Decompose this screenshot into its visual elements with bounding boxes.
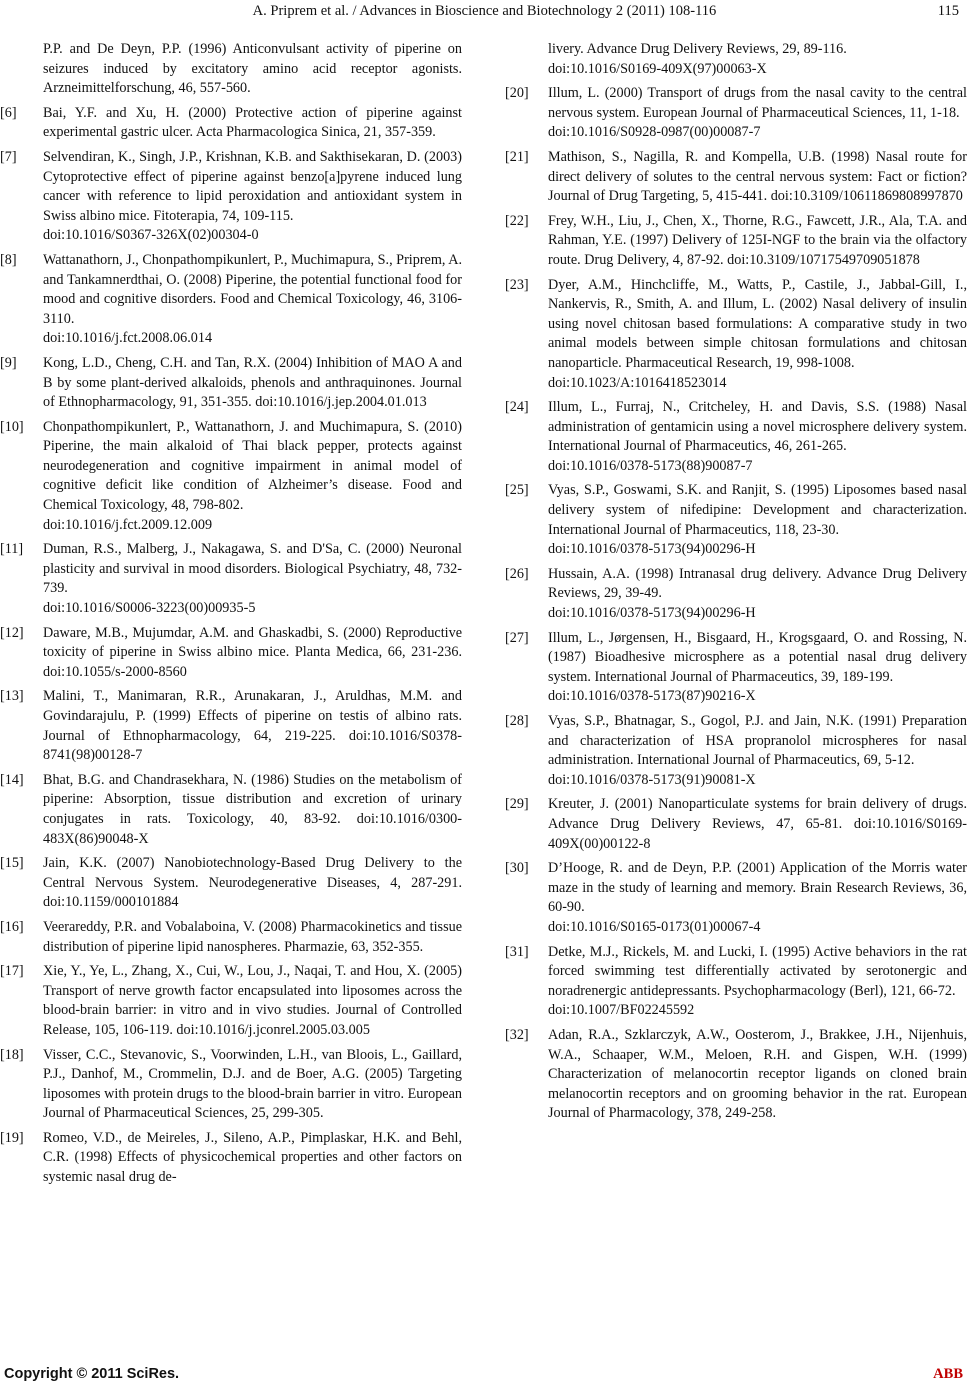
reference-number: [10] xyxy=(0,418,24,435)
reference-text: Visser, C.C., Stevanovic, S., Voorwinden, L.H., van Bloois, L., Gaillard, P.J., Danhof, M., Crommelin, D.J. and de Boer, A.G. (2005) Targeting liposomes with protein drugs to the blood-brain barrier in vitro. European Journal of Pharmaceutical Sciences, 25, 299-305. xyxy=(43,1046,462,1122)
reference-entry xyxy=(0,540,462,618)
reference-entry xyxy=(0,1046,462,1124)
reference-number: [13] xyxy=(0,688,24,705)
reference-entry xyxy=(0,104,462,143)
reference-text: Selvendiran, K., Singh, J.P., Krishnan, K.B. and Sakthisekaran, D. (2003) Cytoprotective effect of piperine against benzo[a]pyrene induced lung cancer with reference to lipid peroxidation and antioxidant system in Swiss albino mice. Fitoterapia, 74, 109-115. xyxy=(43,148,462,224)
reference-entry xyxy=(0,148,462,246)
reference-number: [31] xyxy=(505,943,529,960)
reference-number: [17] xyxy=(0,963,24,980)
reference-text: Hussain, A.A. (1998) Intranasal drug delivery. Advance Drug Delivery Reviews, 29, 39-49. xyxy=(548,565,967,602)
reference-text: Illum, L., Furraj, N., Critcheley, H. and Davis, S.S. (1988) Nasal administration of gentamicin using a novel microsphere delivery system. International Journal of Pharmaceutics, 46, 261-265. xyxy=(548,399,967,455)
reference-entry xyxy=(505,943,967,1021)
journal-abbreviation: ABB xyxy=(933,1366,963,1382)
reference-number: [28] xyxy=(505,713,529,729)
reference-text: Bai, Y.F. and Xu, H. (2000) Protective action of piperine against experimental gastric ulcer. Acta Pharmacologica Sinica, 21, 357-359. xyxy=(43,104,462,141)
reference-entry xyxy=(0,40,462,99)
reference-entry xyxy=(505,276,967,394)
reference-text: Jain, K.K. (2007) Nanobiotechnology-Based Drug Delivery to the Central Nervous System. Neurodegenerative Diseases, 4, 287-291. doi:10.1159/000101884 xyxy=(43,855,462,911)
reference-number: [26] xyxy=(505,565,529,582)
reference-text: Frey, W.H., Liu, J., Chen, X., Thorne, R.G., Fawcett, J.R., Ala, T.A. and Rahman, Y.E. (1997) Delivery of 125I-NGF to the brain via the olfactory route. Drug Delivery, 4, 87-92. doi:10.3109/10717549709051878 xyxy=(548,212,967,268)
reference-text: D’Hooge, R. and de Deyn, P.P. (2001) Application of the Morris water maze in the study of learning and memory. Brain Research Reviews, 36, 60-90. xyxy=(548,860,967,916)
reference-number: [14] xyxy=(0,771,24,788)
reference-doi[interactable]: doi:10.1016/j.fct.2009.12.009 xyxy=(43,516,213,533)
reference-number: [21] xyxy=(505,148,529,165)
reference-doi[interactable]: doi:10.1016/0378-5173(87)90216-X xyxy=(548,688,756,705)
reference-entry xyxy=(505,712,967,790)
references-left-column xyxy=(0,40,462,1193)
reference-entry xyxy=(0,771,462,849)
reference-entry xyxy=(505,481,967,559)
reference-doi[interactable]: doi:10.1016/0378-5173(94)00296-H xyxy=(548,541,756,558)
copyright-notice: Copyright © 2011 SciRes. xyxy=(4,1366,180,1382)
reference-text: Xie, Y., Ye, L., Zhang, X., Cui, W., Lou, J., Naqai, T. and Hou, X. (2005) Transport of nerve growth factor encapsulated into liposomes across the blood-brain barrier: in vitro and in vivo studies. Journal of Controlled Release, 105, 106-119. doi:10.1016/j.jconrel.2005.03.005 xyxy=(43,963,462,1038)
reference-text: Veerareddy, P.R. and Vobalaboina, V. (2008) Pharmacokinetics and tissue distribution of piperine lipid nanospheres. Pharmazie, 63, 352-355. xyxy=(43,918,462,955)
reference-number: [22] xyxy=(505,212,529,229)
reference-entry xyxy=(505,1026,967,1124)
reference-entry xyxy=(0,962,462,1040)
reference-entry xyxy=(505,84,967,143)
references-right-column xyxy=(505,40,967,1129)
reference-doi[interactable]: doi:10.1016/0378-5173(94)00296-H xyxy=(548,605,756,622)
reference-number: [24] xyxy=(505,399,529,416)
reference-text: Vyas, S.P., Goswami, S.K. and Ranjit, S. (1995) Liposomes based nasal delivery system of nifedipine: Development and characterization. International Journal of Pharmaceutics, 118, 23-30. xyxy=(548,482,967,538)
reference-text: Illum, L., Jørgensen, H., Bisgaard, H., Krogsgaard, O. and Rossing, N. (1987) Bioadhesive microsphere as a potential nasal drug delivery system. International Journal of Pharmaceutics, 39, 189-199. xyxy=(548,629,967,685)
reference-doi[interactable]: doi:10.1023/A:1016418523014 xyxy=(548,374,727,391)
reference-number: [20] xyxy=(505,85,529,102)
reference-text: P.P. and De Deyn, P.P. (1996) Anticonvulsant activity of piperine on seizures induced by excitatory amino acid receptor agonists. Arzneimittelforschung, 46, 557-560. xyxy=(43,41,462,97)
reference-text: Kong, L.D., Cheng, C.H. and Tan, R.X. (2004) Inhibition of MAO A and B by some plant-derived alkaloids, phenols and anthraquinones. Journal of Ethnopharmacology, 91, 351-355. doi:10.1016/j.jep.2004.01.013 xyxy=(43,354,462,411)
reference-number: [29] xyxy=(505,796,529,813)
reference-number: [23] xyxy=(505,276,529,293)
running-header xyxy=(0,0,969,22)
reference-text: livery. Advance Drug Delivery Reviews, 29, 89-116. xyxy=(548,41,847,57)
reference-doi[interactable]: doi:10.1016/S0165-0173(01)00067-4 xyxy=(548,918,761,935)
reference-entry xyxy=(505,565,967,624)
reference-doi[interactable]: doi:10.1016/S0169-409X(97)00063-X xyxy=(548,60,767,77)
reference-entry xyxy=(505,398,967,476)
reference-text: Bhat, B.G. and Chandrasekhara, N. (1986) Studies on the metabolism of piperine: Absorption, tissue distribution and excretion of urinary conjugates in rats. Toxicology, 40, 83-92. doi:10.1016/0300-483X(86)90048-X xyxy=(43,771,462,847)
reference-number: [15] xyxy=(0,855,24,872)
reference-text: Duman, R.S., Malberg, J., Nakagawa, S. and D'Sa, C. (2000) Neuronal plasticity and survival in mood disorders. Biological Psychiatry, 48, 732-739. xyxy=(43,541,462,597)
reference-doi[interactable]: doi:10.1016/j.fct.2008.06.014 xyxy=(43,330,213,347)
reference-text: Chonpathompikunlert, P., Wattanathorn, J. and Muchimapura, S. (2010) Piperine, the main alkaloid of Thai black pepper, protects against neurodegeneration and cognitive impairment in animal model of cognitive deficit like condition of Alzheimer’s disease. Food and Chemical Toxicology, 48, 798-802. xyxy=(43,418,462,514)
reference-entry xyxy=(505,40,967,79)
reference-text: Detke, M.J., Rickels, M. and Lucki, I. (1995) Active behaviors in the rat forced swimming test differentially activated by serotonergic and noradrenergic antidepressants. Psychopharmacology (Berl), 121, 66-72. xyxy=(548,943,967,999)
reference-text: Mathison, S., Nagilla, R. and Kompella, U.B. (1998) Nasal route for direct delivery of solutes to the central nervous system: Fact or fiction? Journal of Drug Targeting, 5, 415-441. doi:10.3109/10611869808997870 xyxy=(548,148,967,205)
reference-text: Kreuter, J. (2001) Nanoparticulate systems for brain delivery of drugs. Advance Drug Delivery Reviews, 47, 65-81. doi:10.1016/S0169-409X(00)00122-8 xyxy=(548,796,967,852)
reference-entry xyxy=(0,854,462,913)
reference-doi[interactable]: doi:10.1016/0378-5173(91)90081-X xyxy=(548,771,756,788)
reference-number: [7] xyxy=(0,148,17,165)
reference-number xyxy=(0,40,43,99)
reference-doi[interactable]: doi:10.1016/S0367-326X(02)00304-0 xyxy=(43,227,259,244)
reference-entry xyxy=(505,212,967,271)
reference-entry xyxy=(505,148,967,207)
reference-text: Adan, R.A., Szklarczyk, A.W., Oosterom, J., Brakkee, J.H., Nijenhuis, W.A., Schaaper, W.M., Meloen, R.H. and Gispen, W.H. (1999) Characterization of melanocortin receptor ligands on cloned brain melanocortin receptors and on grooming behavior in the rat. European Journal of Pharmacology, 378, 249-258. xyxy=(548,1026,967,1122)
reference-number: [19] xyxy=(0,1129,24,1146)
reference-text: Daware, M.B., Mujumdar, A.M. and Ghaskadbi, S. (2000) Reproductive toxicity of piperine in Swiss albino mice. Planta Medica, 66, 231-236. doi:10.1055/s-2000-8560 xyxy=(43,624,462,680)
reference-entry xyxy=(0,251,462,349)
reference-doi[interactable]: doi:10.1016/S0928-0987(00)00087-7 xyxy=(548,124,761,141)
reference-entry xyxy=(0,918,462,957)
reference-entry xyxy=(0,418,462,536)
running-title: A. Priprem et al. / Advances in Bioscience and Biotechnology 2 (2011) 108-116 xyxy=(252,3,717,19)
reference-entry xyxy=(505,859,967,937)
reference-text: Illum, L. (2000) Transport of drugs from the nasal cavity to the central nervous system. European Journal of Pharmaceutical Sciences, 11, 1-18. xyxy=(548,85,967,121)
reference-text: Vyas, S.P., Bhatnagar, S., Gogol, P.J. and Jain, N.K. (1991) Preparation and characterization of HSA propranolol microspheres for nasal administration. International Journal of Pharmaceutics, 69, 5-12. xyxy=(548,713,967,769)
reference-number: [18] xyxy=(0,1046,24,1063)
reference-entry xyxy=(505,629,967,707)
reference-number: [8] xyxy=(0,251,17,268)
reference-entry xyxy=(0,354,462,413)
reference-number: [16] xyxy=(0,918,24,935)
reference-entry xyxy=(0,624,462,683)
reference-number: [25] xyxy=(505,482,529,499)
reference-number: [32] xyxy=(505,1026,529,1043)
reference-number: [27] xyxy=(505,629,529,646)
reference-number: [9] xyxy=(0,354,17,371)
page-number: 115 xyxy=(937,3,959,19)
reference-number: [12] xyxy=(0,624,24,641)
reference-number xyxy=(505,40,548,79)
reference-text: Romeo, V.D., de Meireles, J., Sileno, A.P., Pimplaskar, H.K. and Behl, C.R. (1998) Effects of physicochemical properties and other factors on systemic nasal drug de- xyxy=(43,1129,462,1186)
reference-number: [6] xyxy=(0,104,17,121)
reference-doi[interactable]: doi:10.1016/S0006-3223(00)00935-5 xyxy=(43,600,256,617)
reference-entry xyxy=(0,687,462,765)
page-footer xyxy=(0,1364,969,1384)
reference-text: Malini, T., Manimaran, R.R., Arunakaran, J., Aruldhas, M.M. and Govindarajulu, P. (1999) Effects of piperine on testis of albino rats. Journal of Ethnopharmacology, 64, 219-225. doi:10.1016/S0378-8741(98)00128-7 xyxy=(43,688,462,764)
reference-entry xyxy=(0,1129,462,1188)
reference-doi[interactable]: doi:10.1016/0378-5173(88)90087-7 xyxy=(548,457,753,474)
reference-text: Dyer, A.M., Hinchcliffe, M., Watts, P., Castile, J., Jabbal-Gill, I., Nankervis, R., Smith, A. and Illum, L. (2002) Nasal delivery of insulin using novel chitosan based formulations: A comparative study in two animal models between simple chitosan formulations and chitosan nanoparticle. Pharmaceutical Research, 19, 998-1008. xyxy=(548,276,967,371)
reference-number: [30] xyxy=(505,860,529,877)
reference-number: [11] xyxy=(0,541,24,558)
reference-doi[interactable]: doi:10.1007/BF02245592 xyxy=(548,1002,695,1019)
reference-text: Wattanathorn, J., Chonpathompikunlert, P., Muchimapura, S., Priprem, A. and Tankamnerdthai, O. (2008) Piperine, the potential functional food for mood and cognitive disorders. Food and Chemical Toxicology, 46, 3106-3110. xyxy=(43,251,462,327)
reference-entry xyxy=(505,795,967,854)
